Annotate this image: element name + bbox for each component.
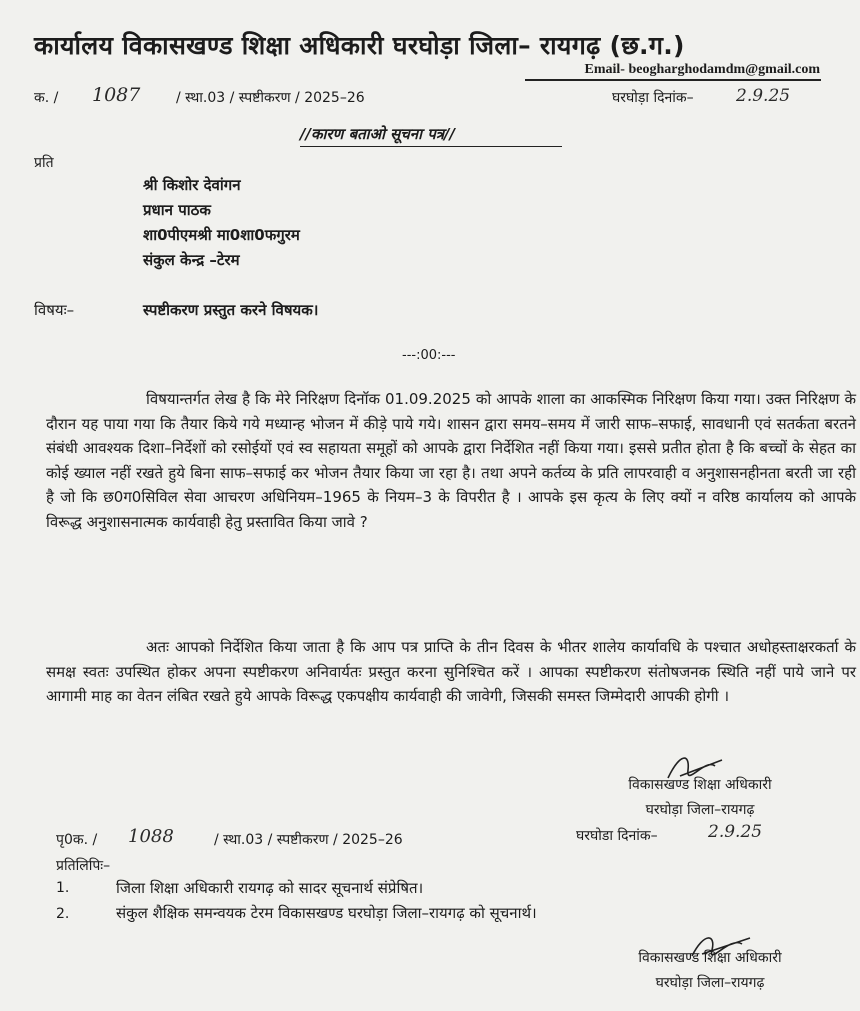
office-title: कार्यालय विकासखण्ड शिक्षा अधिकारी घरघोड़ा जिला– रायगढ़ (छ.ग.) bbox=[34, 31, 685, 60]
endorsement-code: / स्था.03 / स्पष्टीकरण / 2025–26 bbox=[214, 832, 403, 848]
signature-2-place: घरघोड़ा जिला–रायगढ़ bbox=[655, 975, 765, 991]
signature-1-designation: विकासखण्ड शिक्षा अधिकारी bbox=[628, 777, 772, 793]
recipient-designation: प्रधान पाठक bbox=[143, 201, 211, 219]
reference-code: / स्था.03 / स्पष्टीकरण / 2025–26 bbox=[176, 90, 365, 106]
separator: ---:00:--- bbox=[402, 348, 456, 363]
notice-title-underline bbox=[300, 146, 562, 147]
recipient-to-label: प्रति bbox=[34, 155, 54, 171]
copy-item-number: 1. bbox=[56, 880, 70, 896]
reference-number: 1087 bbox=[92, 84, 141, 106]
recipient-school: शा0पीएमश्री मा0शा0फगुरम bbox=[143, 226, 300, 244]
copy-item-text: जिला शिक्षा अधिकारी रायगढ़ को सादर सूचनार्थ संप्रेषित। bbox=[116, 879, 424, 897]
body-paragraph-2: अतः आपको निर्देशित किया जाता है कि आप पत्र प्राप्ति के तीन दिवस के भीतर शालेय कार्यावधि के पश्चात अधोहस्ताक्षरकर्ता के समक्ष स्वतः उपस्थित होकर अपना स्पष्टीकरण अनिवार्यतः प्रस्तुत करना सुनिश्चित करें । आपका स्पष्टीकरण संतोषजनक स्थिति नहीं पाये जाने पर आगामी माह का वेतन लंबित रखते हुये आपके विरूद्ध एकपक्षीय कार्यवाही की जावेगी, जिसकी समस्त जिम्मेदारी आपकी होगी । bbox=[46, 638, 856, 705]
subject-label: विषयः– bbox=[34, 301, 75, 319]
notice-title-text: //कारण बताओ सूचना पत्र// bbox=[300, 125, 455, 143]
copy-item-text: संकुल शैक्षिक समन्वयक टेरम विकासखण्ड घरघोड़ा जिला–रायगढ़ को सूचनार्थ। bbox=[116, 904, 537, 922]
reference-prefix: क. / bbox=[34, 90, 59, 106]
copy-label: प्रतिलिपिः– bbox=[56, 858, 111, 874]
subject-text: स्पष्टीकरण प्रस्तुत करने विषयक। bbox=[143, 301, 319, 319]
signature-1-place: घरघोड़ा जिला–रायगढ़ bbox=[645, 802, 755, 818]
copy-item-number: 2. bbox=[56, 906, 70, 922]
office-email: Email- beogharghodamdm@gmail.com bbox=[584, 62, 820, 77]
reference-date: 2.9.25 bbox=[736, 86, 791, 106]
endorsement-number: 1088 bbox=[128, 826, 174, 847]
recipient-name: श्री किशोर देवांगन bbox=[143, 176, 241, 194]
recipient-cluster: संकुल केन्द्र –टेरम bbox=[143, 251, 240, 269]
signature-1-date-label: घरघोडा दिनांक– bbox=[576, 828, 658, 844]
body-paragraph-1: विषयान्तर्गत लेख है कि मेरे निरिक्षण दिनॉक 01.09.2025 को आपके शाला का आकस्मिक निरिक्षण किया गया। उक्त निरिक्षण के दौरान यह पाया गया कि तैयार किये गये मध्यान्ह भोजन में कीड़े पाये गये। शासन द्वारा समय–समय में जारी साफ–सफाई, सावधानी एवं सतर्कता बरतने संबंधी आवश्यक दिशा–निर्देशों को रसोईयों एवं स्व सहायता समूहों को आपके द्वारा निर्देशित नहीं किया गया। इससे प्रतीत होता है कि बच्चों के सेहत का कोई ख्याल नहीं रखते हुये बिना साफ–सफाई कर भोजन तैयार किया जा रहा है। तथा अपने कर्तव्य के प्रति लापरवाही व अनुशासनहीनता बरती जा रही है जो कि छ0ग0सिविल सेवा आचरण अधिनियम–1965 के नियम–3 के विपरीत है । आपके इस कृत्य के लिए क्यों न वरिष्ठ कार्यालय को आपके विरूद्ध अनुशासनात्मक कार्यवाही हेतु प्रस्तावित किया जावे ? bbox=[46, 390, 856, 531]
endorsement-prefix: पृ0क. / bbox=[56, 832, 98, 848]
notice-title bbox=[300, 124, 455, 144]
header-rule bbox=[525, 79, 821, 81]
signature-1-date: 2.9.25 bbox=[708, 822, 763, 842]
signature-2-designation: विकासखण्ड शिक्षा अधिकारी bbox=[638, 950, 782, 966]
reference-date-label: घरघोड़ा दिनांक– bbox=[612, 90, 694, 106]
